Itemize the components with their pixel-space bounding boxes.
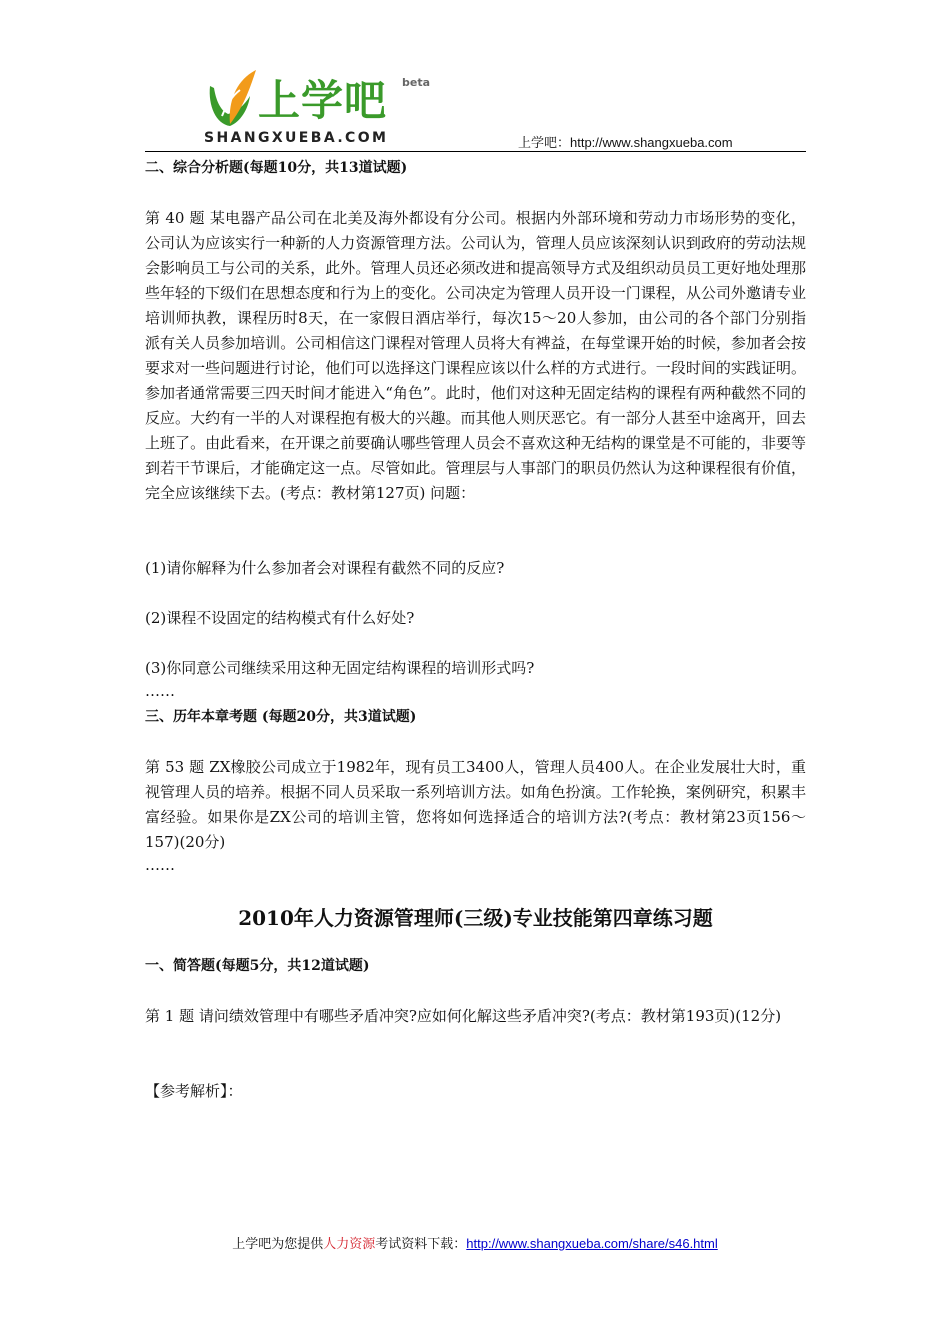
logo-text: 上学吧 [258,76,388,125]
ellipsis-1: …… [145,682,175,700]
chapter-title: 2010年人力资源管理师(三级)专业技能第四章练习题 [238,906,713,930]
site-logo[interactable] [196,62,456,152]
leaf-logo-icon [200,66,260,132]
question-1: 第 1 题 请问绩效管理中有哪些矛盾冲突?应如何化解这些矛盾冲突?(考点：教材第193页)(12分) [145,1007,782,1025]
footer [0,1233,950,1252]
question-40: 第 40 题 某电器产品公司在北美及海外都设有分公司。根据内外部环境和劳动力市场形势的变化，公司认为应该实行一种新的人力资源管理方法。公司认为，管理人员应该深刻认识到政府的劳动法规会影响员工与公司的关系，此外。管理人员还必须改进和提高领导方式及组织动员员工更好地处理那些年轻的下级们在思想态度和行为上的变化。公司决定为管理人员开设一门课程，从公司外邀请专业培训师执教，课程历时8天，在一家假日酒店举行，每次15～20人参加，由公司的各个部门分别指派有关人员参加培训。公司相信这门课程对管理人员将大有裨益，在每堂课开始的时候，参加者会按要求对一些问题进行讨论，他们可以选择这门课程应该以什么样的方式进行。一段时间的实践证明。参加者通常需要三四天时间才能进入“角色”。此时，他们对这种无固定结构的课程有两种截然不同的反应。大约有一半的人对课程抱有极大的兴趣。而其他人则厌恶它。有一部分人甚至中途离开，回去上班了。由此看来，在开课之前要确认哪些管理人员会不喜欢这种无结构的课堂是不可能的，非要等到若干节课后，才能确定这一点。尽管如此。管理层与人事部门的职员仍然认为这种课程很有价值，完全应该继续下去。(考点：教材第127页) 问题： [145,209,806,502]
answer-label: 【参考解析】： [145,1082,243,1100]
section-heading-short-answer: 一、简答题(每题5分，共12道试题) [145,958,370,974]
ellipsis-2: …… [145,856,175,874]
question-53: 第 53 题 ZX橡胶公司成立于1982年，现有员工3400人，管理人员400人。在企业发展壮大时，重视管理人员的培养。根据不同人员采取一系列培训方法。如角色扮演。工作轮换，案例研究，积累丰富经验。如果你是ZX公司的培训主管，您将如何选择适合的培训方法?(考点：教材第23页156～157)(20分) [145,758,806,851]
footer-download-link[interactable]: http://www.shangxueba.com/share/s46.html [466,1236,718,1251]
question-40-sub-3: (3)你同意公司继续采用这种无固定结构课程的培训形式吗? [145,659,535,677]
footer-prefix: 上学吧为您提供 [232,1236,324,1251]
header-divider [145,151,806,152]
logo-subtitle: SHANGXUEBA.COM [204,130,389,146]
logo-beta-tag: beta [402,76,431,89]
footer-middle: 考试资料下载： [375,1236,467,1251]
section-heading-comprehensive: 二、综合分析题(每题10分，共13道试题) [145,160,408,176]
footer-highlight: 人力资源 [323,1236,376,1251]
question-40-sub-1: (1)请你解释为什么参加者会对课程有截然不同的反应? [145,559,505,577]
section-heading-past-exams: 三、历年本章考题 (每题20分，共3道试题) [145,709,417,725]
header-site-url: 上学吧：http://www.shangxueba.com [518,135,733,150]
question-40-sub-2: (2)课程不设固定的结构模式有什么好处? [145,609,415,627]
